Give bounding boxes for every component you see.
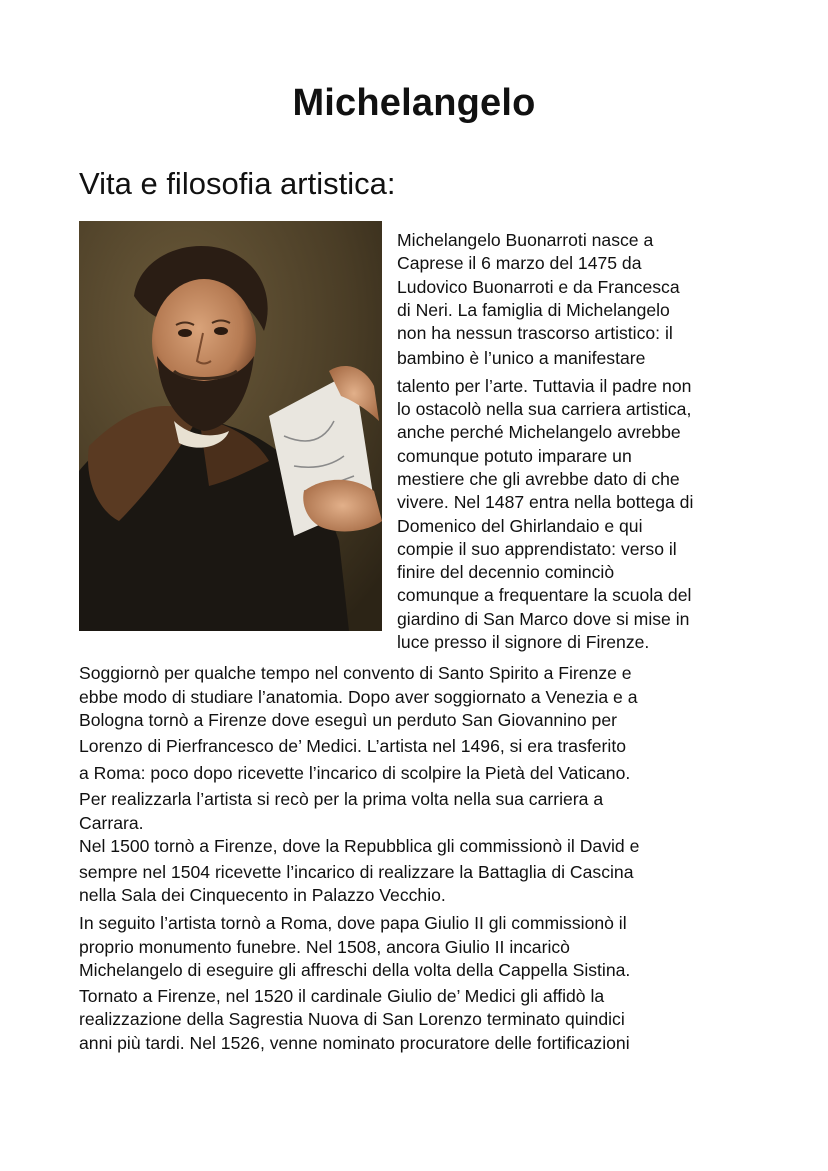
biography-paragraph — [79, 662, 769, 1056]
intro-line: talento per l’arte. Tuttavia il padre non — [397, 375, 692, 396]
body-line: Michelangelo di eseguire gli affreschi della volta della Cappella Sistina. — [79, 960, 631, 981]
intro-line: non ha nessun trascorso artistico: il — [397, 323, 673, 344]
intro-line: Ludovico Buonarroti e da Francesca — [397, 276, 680, 297]
intro-line: finire del decennio cominciò — [397, 562, 615, 583]
body-line: proprio monumento funebre. Nel 1508, ancora Giulio II incaricò — [79, 936, 570, 957]
body-line: Lorenzo di Pierfrancesco de’ Medici. L’artista nel 1496, si era trasferito — [79, 735, 626, 756]
michelangelo-portrait-image — [79, 221, 382, 631]
intro-line: lo ostacolò nella sua carriera artistica, — [397, 399, 692, 420]
intro-line: Caprese il 6 marzo del 1475 da — [397, 253, 642, 274]
intro-line: luce presso il signore di Firenze. — [397, 632, 650, 653]
intro-line: vivere. Nel 1487 entra nella bottega di — [397, 492, 694, 513]
intro-line: Michelangelo Buonarroti nasce a — [397, 230, 654, 250]
body-line: Soggiornò per qualche tempo nel convento di Santo Spirito a Firenze e — [79, 663, 632, 683]
body-line: Carrara. — [79, 812, 144, 833]
intro-line: comunque potuto imparare un — [397, 445, 632, 466]
body-line: Tornato a Firenze, nel 1520 il cardinale Giulio de’ Medici gli affidò la — [79, 985, 605, 1006]
body-line: Per realizzarla l’artista si recò per la prima volta nella sua carriera a — [79, 788, 604, 809]
body-line: Nel 1500 tornò a Firenze, dove la Repubblica gli commissionò il David e — [79, 836, 640, 857]
intro-line: giardino di San Marco dove si mise in — [397, 608, 690, 629]
body-line: nella Sala dei Cinquecento in Palazzo Vecchio. — [79, 885, 446, 906]
body-line: anni più tardi. Nel 1526, venne nominato procuratore delle fortificazioni — [79, 1032, 630, 1053]
body-line: realizzazione della Sagrestia Nuova di San Lorenzo terminato quindici — [79, 1009, 625, 1030]
body-line: Bologna tornò a Firenze dove eseguì un perduto San Giovannino per — [79, 710, 617, 731]
page-title: Michelangelo — [292, 82, 536, 124]
intro-paragraph — [397, 229, 757, 654]
body-line: a Roma: poco dopo ricevette l’incarico di scolpire la Pietà del Vaticano. — [79, 763, 631, 784]
intro-line: mestiere che gli avrebbe dato di che — [397, 468, 680, 489]
intro-line: compie il suo apprendistato: verso il — [397, 538, 677, 559]
intro-line: Domenico del Ghirlandaio e qui — [397, 515, 643, 536]
body-line: sempre nel 1504 ricevette l’incarico di realizzare la Battaglia di Cascina — [79, 861, 634, 882]
body-line: In seguito l’artista tornò a Roma, dove papa Giulio II gli commissionò il — [79, 912, 627, 933]
section-heading: Vita e filosofia artistica: — [79, 166, 396, 201]
intro-line: bambino è l’unico a manifestare — [397, 348, 646, 369]
intro-line: comunque a frequentare la scuola del — [397, 585, 692, 606]
intro-line: anche perché Michelangelo avrebbe — [397, 422, 681, 443]
body-line: ebbe modo di studiare l’anatomia. Dopo aver soggiornato a Venezia e a — [79, 686, 638, 707]
intro-line: di Neri. La famiglia di Michelangelo — [397, 299, 670, 320]
